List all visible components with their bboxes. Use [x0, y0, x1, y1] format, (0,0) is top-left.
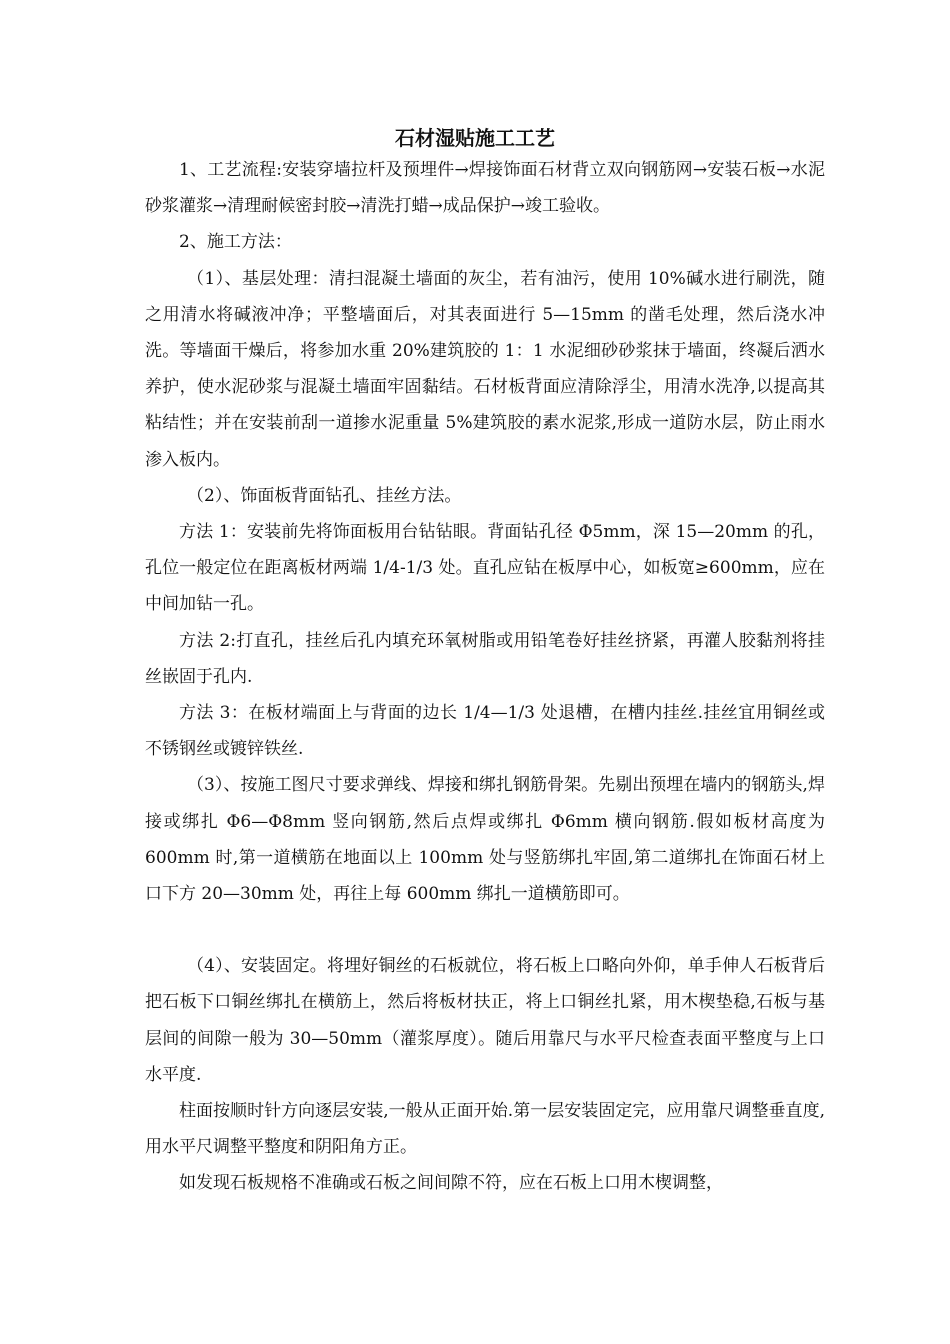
paragraph-method-2: 方法 2:打直孔，挂丝后孔内填充环氧树脂或用铅笔卷好挂丝挤紧，再灌人胶黏剂将挂丝嵌固于孔内. — [145, 630, 825, 687]
paragraph-base-treatment: （1）、基层处理：清扫混凝土墙面的灰尘，若有油污，使用 10%碱水进行刷洗，随之用清水将碱液冲净；平整墙面后，对其表面进行 5—15mm 的凿毛处理，然后浇水冲洗。等墙面干燥后，将参加水重 20%建筑胶的 1：1 水泥细砂砂浆抹于墙面，终凝后洒水养护，使水泥砂浆与混凝土墙面牢固黏结。石材板背面应清除浮尘，用清水洗净,以提高其粘结性；并在安装前刮一道掺水泥重量 5%建筑胶的素水泥浆,形成一道防水层，防止雨水渗入板内。 — [145, 268, 825, 470]
paragraph-drilling-heading: （2）、饰面板背面钻孔、挂丝方法。 — [187, 485, 462, 506]
paragraph-column-install: 柱面按顺时针方向逐层安装,一般从正面开始.第一层安装固定完，应用靠尺调整垂直度,用水平尺调整平整度和阴阳角方正。 — [145, 1101, 825, 1158]
paragraph-method-3: 方法 3：在板材端面上与背面的边长 1/4—1/3 处退槽，在槽内挂丝.挂丝宜用铜丝或不锈钢丝或镀锌铁丝. — [145, 703, 825, 760]
paragraph-method-heading: 2、施工方法： — [179, 232, 292, 253]
paragraph-process-flow: 1、工艺流程:安装穿墙拉杆及预埋件→焊接饰面石材背立双向钢筋网→安装石板→水泥砂浆灌浆→清理耐候密封胶→清洗打蜡→成品保护→竣工验收。 — [145, 160, 825, 217]
paragraph-rebar-frame: （3）、按施工图尺寸要求弹线、焊接和绑扎钢筋骨架。先剔出预埋在墙内的钢筋头,焊接或绑扎 Φ6—Φ8mm 竖向钢筋,然后点焊或绑扎 Φ6mm 横向钢筋.假如板材高度为 600mm 时,第一道横筋在地面以上 100mm 处与竖筋绑扎牢固,第二道绑扎在饰面石材上口下方 20—30mm 处，再往上每 600mm 绑扎一道横筋即可。 — [145, 775, 825, 905]
document-body — [145, 152, 825, 1202]
paragraph-adjustment: 如发现石板规格不准确或石板之间间隙不符，应在石板上口用木楔调整， — [179, 1173, 723, 1194]
paragraph-spacer — [145, 912, 825, 948]
paragraph-installation: （4）、安装固定。将埋好铜丝的石板就位，将石板上口略向外仰，单手伸人石板背后把石板下口铜丝绑扎在横筋上，然后将板材扶正，将上口铜丝扎紧，用木楔垫稳,石板与基层间的间隙一般为 30—50mm（灌浆厚度）。随后用靠尺与水平尺检查表面平整度与上口水平度. — [145, 956, 825, 1085]
document-title: 石材湿贴施工工艺 — [395, 126, 555, 150]
paragraph-method-1: 方法 1：安装前先将饰面板用台钻钻眼。背面钻孔径 Φ5mm，深 15—20mm 的孔，孔位一般定位在距离板材两端 1/4-1/3 处。直孔应钻在板厚中心，如板宽≥600mm，应在中间加钻一孔。 — [145, 522, 825, 615]
